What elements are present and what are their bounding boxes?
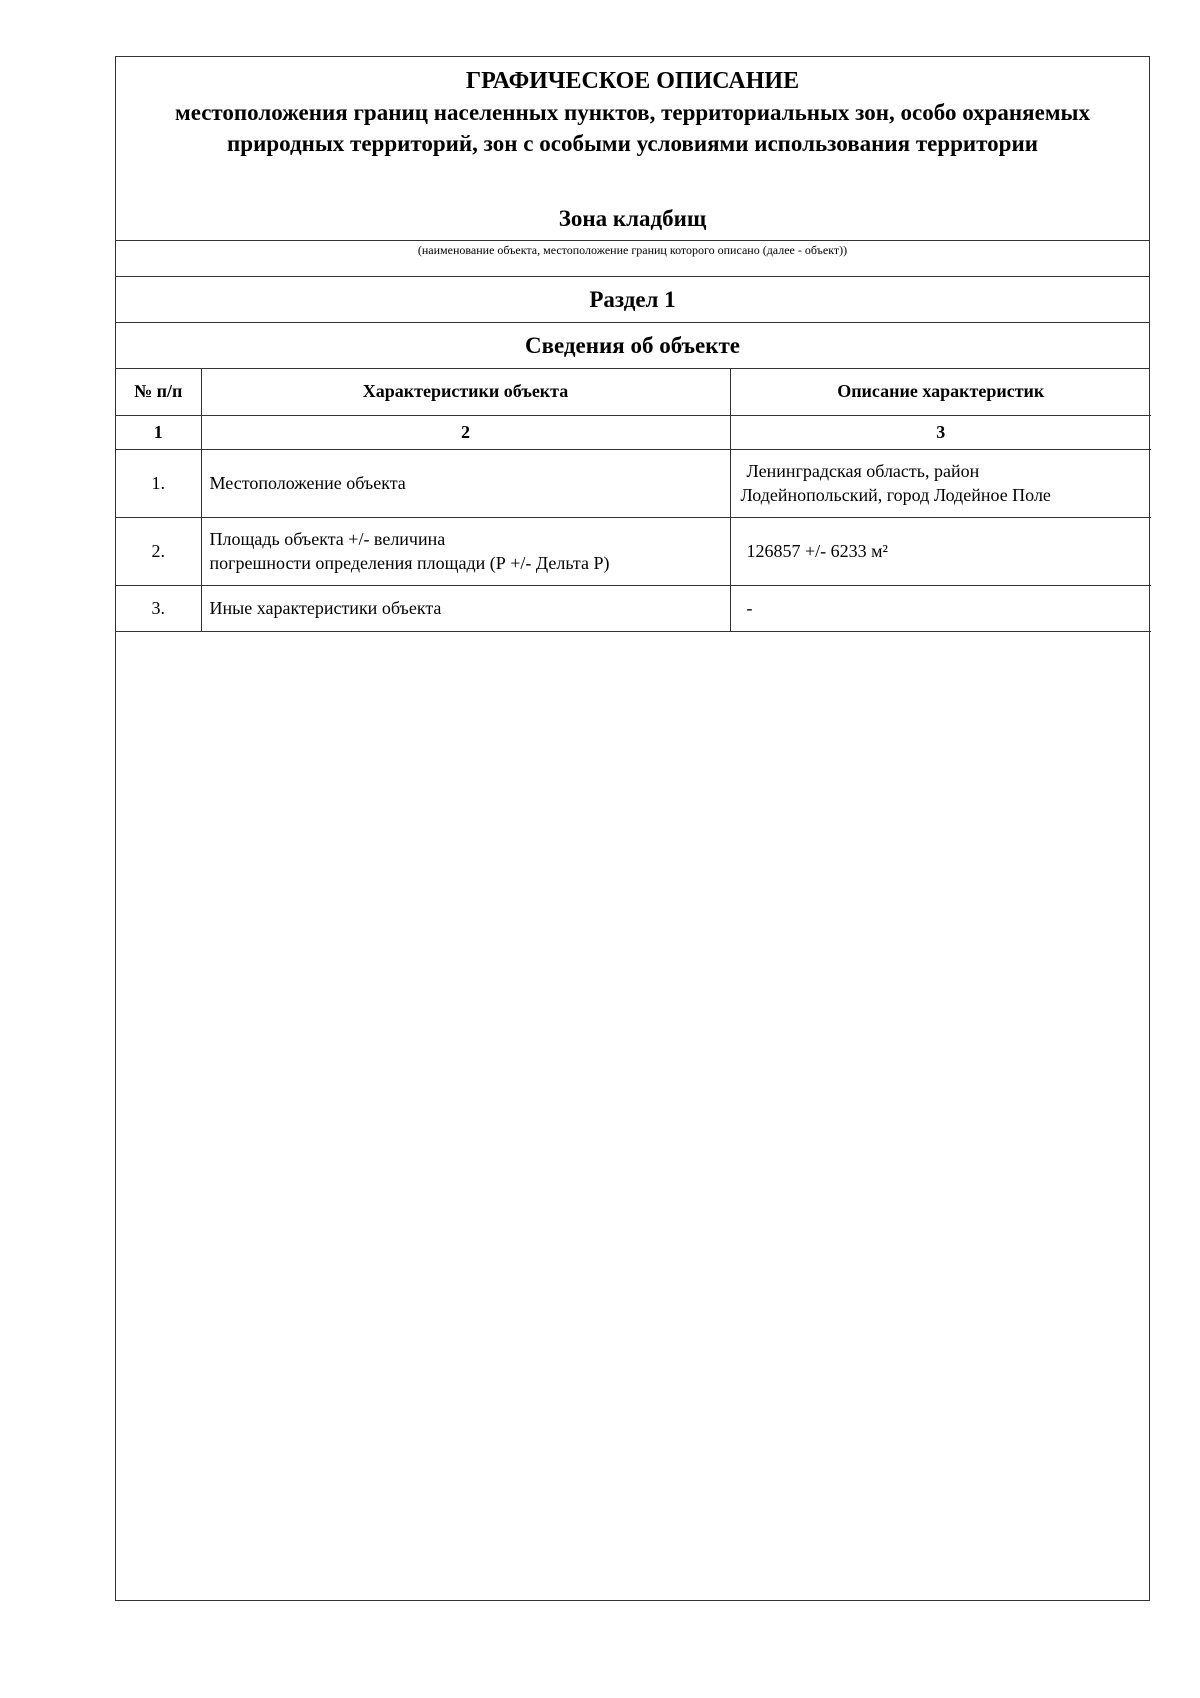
- document-frame: [115, 56, 1150, 1601]
- column-header-number: № п/п: [116, 369, 201, 415]
- row-description-line: Лодейнопольский, город Лодейное Поле: [740, 485, 1051, 505]
- row-characteristic-line: погрешности определения площади (Р +/- Дельта Р): [209, 553, 610, 573]
- object-caption: (наименование объекта, местоположение границ которого описано (далее - объект)): [417, 243, 848, 257]
- section-heading: Сведения об объекте: [116, 323, 1149, 369]
- object-caption-row: [116, 241, 1149, 277]
- document-subtitle: местоположения границ населенных пунктов, территориальных зон, особо охраняемых природных территорий, зон с особыми условиями использования территории: [175, 100, 1090, 156]
- table-header-row: [116, 369, 1151, 415]
- row-characteristic-line: Площадь объекта +/- величина: [209, 529, 446, 549]
- row-characteristic: Иные характеристики объекта: [201, 585, 730, 631]
- column-number-row: [116, 415, 1151, 449]
- section-label: Раздел 1: [116, 277, 1149, 323]
- table-row: [116, 449, 1151, 517]
- document-title: ГРАФИЧЕСКОЕ ОПИСАНИЕ: [465, 68, 800, 94]
- object-info-table: [116, 369, 1151, 632]
- row-description: 126857 +/- 6233 м²: [730, 517, 1151, 585]
- column-number: 3: [730, 415, 1151, 449]
- row-characteristic: [201, 517, 730, 585]
- row-description: -: [730, 585, 1151, 631]
- column-header-characteristic: Характеристики объекта: [201, 369, 730, 415]
- object-name: Зона кладбищ: [558, 206, 707, 231]
- column-header-description: Описание характеристик: [730, 369, 1151, 415]
- row-description: [730, 449, 1151, 517]
- row-characteristic: Местоположение объекта: [201, 449, 730, 517]
- row-number: 1.: [116, 449, 201, 517]
- row-description-line: Ленинградская область, район: [746, 461, 980, 481]
- row-number: 2.: [116, 517, 201, 585]
- column-number: 2: [201, 415, 730, 449]
- table-row: [116, 517, 1151, 585]
- table-row: [116, 585, 1151, 631]
- document-header: [116, 57, 1149, 241]
- column-number: 1: [116, 415, 201, 449]
- row-number: 3.: [116, 585, 201, 631]
